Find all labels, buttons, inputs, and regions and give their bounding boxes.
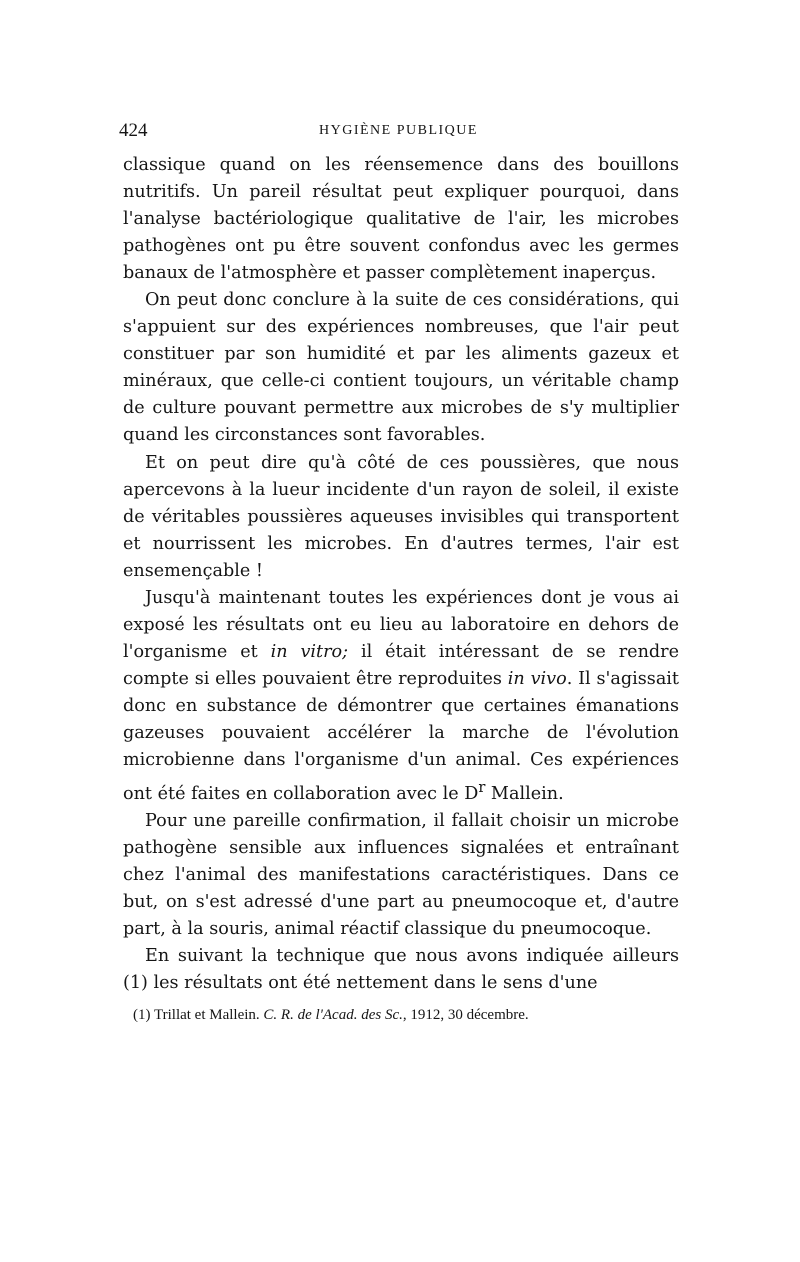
footnote-text-b: , 1912, 30 décembre. — [402, 1007, 529, 1024]
page-header — [119, 120, 679, 146]
paragraph-5: Pour une pareille confirmation, il fallait choisir un microbe pathogène sensible aux influences signalées et entraînant chez l'animal des manifestations caractéristiques. Dans ce but, on s'est adressé d'une part au pneumocoque et, d'autre part, à la souris, animal réactif classique du pneumocoque. — [123, 810, 679, 940]
paragraph-4 — [123, 585, 679, 808]
page-number: 424 — [119, 120, 148, 141]
paragraph-4-text-b: il était intéressant de se rendre compte si elles pouvaient être reproduites — [123, 641, 679, 689]
paragraph-1: classique quand on les réensemence dans des bouillons nutritifs. Un pareil résultat peut expliquer pourquoi, dans l'analyse bactériologique qualitative de l'air, les microbes pathogènes ont pu être souvent confondus avec les germes banaux de l'atmosphère et passer complètement inaperçus. — [123, 155, 679, 284]
paragraph-3: Et on peut dire qu'à côté de ces poussières, que nous apercevons à la lueur incidente d'un rayon de soleil, il existe de véritables poussières aqueuses invisibles qui transportent et nourrissent les microbes. En d'autres termes, l'air est ensemençable ! — [123, 452, 679, 581]
footnote-text-a: Trillat et Mallein. — [150, 1007, 264, 1024]
book-page — [119, 120, 680, 1025]
footnote-marker: (1) — [133, 1007, 151, 1024]
paragraph-6-text-b: les résultats ont été nettement dans le sens d'une — [147, 973, 598, 994]
footnote-italic-citation: C. R. de l'Acad. des Sc. — [263, 1007, 403, 1024]
paragraph-4-italic-in-vivo: in vivo — [507, 668, 567, 689]
paragraph-6 — [123, 943, 679, 997]
body-text — [123, 152, 679, 997]
paragraph-2: On peut donc conclure à la suite de ces considérations, qui s'appuient sur des expériences nombreuses, que l'air peut constituer par son humidité et par les aliments gazeux et minéraux, que celle-ci contient toujours, un véritable champ de culture pouvant permettre aux microbes de s'y multiplier quand les circonstances sont favorables. — [123, 290, 679, 446]
paragraph-4-italic-in-vitro: in vitro; — [270, 641, 349, 662]
footnote — [133, 1005, 679, 1025]
paragraph-4-superscript: r — [478, 779, 486, 797]
paragraph-6-text-a: En suivant la technique que nous avons indiquée ailleurs — [145, 946, 679, 967]
paragraph-4-text-c: . Il s'agissait donc en substance de démontrer que certaines émanations gazeuses pouvaient accélérer la marche de l'évolution microbienne dans l'organisme d'un animal. Ces expériences ont été faites en collaboration avec le D — [123, 668, 680, 804]
paragraph-4-text-a: Jusqu'à maintenant toutes les expériences dont je vous ai exposé les résultats ont eu lieu au laboratoire en dehors de l'organisme et — [123, 587, 679, 662]
footnote-reference: (1) — [123, 973, 148, 994]
paragraph-4-text-d: Mallein. — [485, 783, 564, 804]
running-head: HYGIÈNE PUBLIQUE — [319, 123, 478, 138]
